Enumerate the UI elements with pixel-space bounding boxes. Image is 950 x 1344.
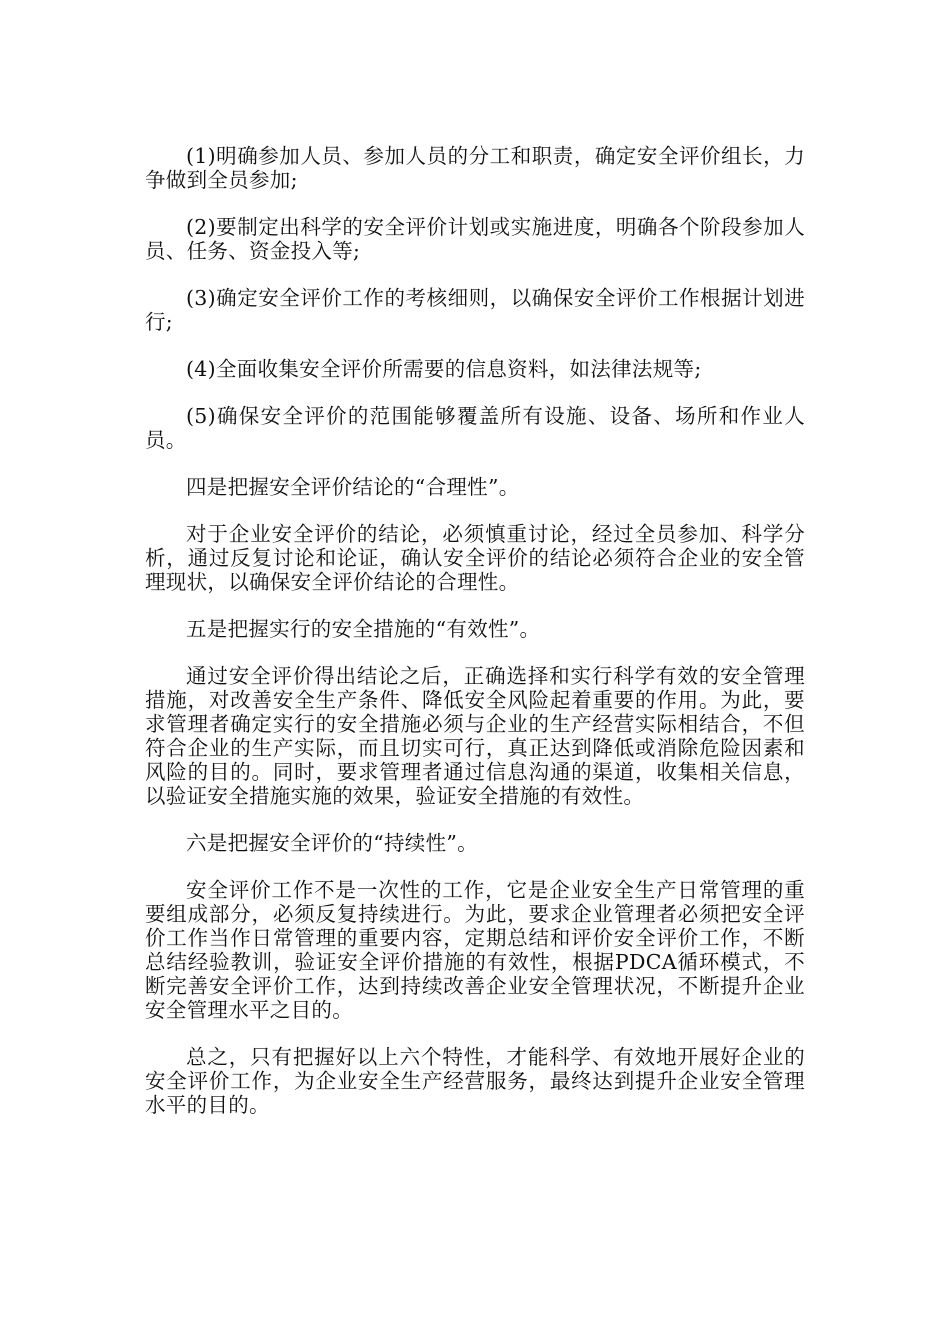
paragraph-item-1: (1)明确参加人员、参加人员的分工和职责，确定安全评价组长，力争做到全员参加; — [145, 144, 805, 192]
paragraph-item-4: (4)全面收集安全评价所需要的信息资料，如法律法规等; — [186, 357, 702, 381]
section-heading-4: 四是把握安全评价结论的“合理性”。 — [186, 475, 520, 499]
paragraph-summary: 总之，只有把握好以上六个特性，才能科学、有效地开展好企业的安全评价工作，为企业安全生产经营服务，最终达到提升企业安全管理水平的目的。 — [145, 1045, 805, 1117]
paragraph-continuity: 安全评价工作不是一次性的工作，它是企业安全生产日常管理的重要组成部分，必须反复持续进行。为此，要求企业管理者必须把安全评价工作当作日常管理的重要内容，定期总结和评价安全评价工作，不断总结经验教训，验证安全评价措施的有效性，根据PDCA循环模式，不断完善安全评价工作，达到持续改善企业安全管理状况，不断提升企业安全管理水平之目的。 — [145, 878, 805, 1022]
paragraph-item-3: (3)确定安全评价工作的考核细则，以确保安全评价工作根据计划进行; — [145, 286, 805, 334]
section-heading-5: 五是把握实行的安全措施的“有效性”。 — [186, 617, 541, 641]
section-heading-6: 六是把握安全评价的“持续性”。 — [186, 831, 478, 855]
document-body — [145, 144, 805, 1140]
paragraph-item-5: (5)确保安全评价的范围能够覆盖所有设施、设备、场所和作业人员。 — [145, 404, 805, 452]
paragraph-measures: 通过安全评价得出结论之后，正确选择和实行科学有效的安全管理措施，对改善安全生产条件、降低安全风险起着重要的作用。为此，要求管理者确定实行的安全措施必须与企业的生产经营实际相结合，不但符合企业的生产实际，而且切实可行，真正达到降低或消除危险因素和风险的目的。同时，要求管理者通过信息沟通的渠道，收集相关信息，以验证安全措施实施的效果，验证安全措施的有效性。 — [145, 664, 805, 808]
paragraph-item-2: (2)要制定出科学的安全评价计划或实施进度，明确各个阶段参加人员、任务、资金投入等; — [145, 215, 805, 263]
paragraph-conclusion: 对于企业安全评价的结论，必须慎重讨论，经过全员参加、科学分析，通过反复讨论和论证，确认安全评价的结论必须符合企业的安全管理现状，以确保安全评价结论的合理性。 — [145, 522, 805, 594]
